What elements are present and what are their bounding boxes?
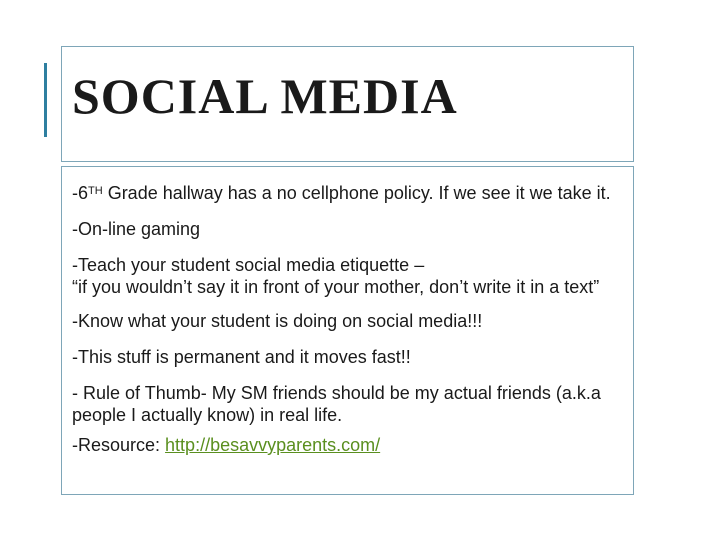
bullet-cellphone-policy-prefix: -6: [72, 183, 89, 203]
bullet-permanent: -This stuff is permanent and it moves fast!!: [72, 347, 411, 367]
resource-link[interactable]: http://besavvyparents.com/: [165, 435, 381, 455]
bullet-etiquette-line1: -Teach your student social media etiquette –: [72, 255, 425, 275]
bullet-cellphone-policy-text: Grade hallway has a no cellphone policy. If we see it we take it.: [102, 183, 611, 203]
bullet-know-activity: -Know what your student is doing on social media!!!: [72, 311, 483, 331]
title-accent-bar: [44, 63, 47, 137]
bullet-resource: [72, 434, 624, 456]
bullet-cellphone-policy: [72, 182, 624, 204]
bullet-etiquette: [72, 254, 624, 298]
title-placeholder: [61, 46, 634, 162]
bullet-etiquette-quote: “if you wouldn’t say it in front of your mother, don’t write it in a text”: [72, 277, 600, 297]
content-placeholder: [61, 166, 634, 495]
resource-label: -Resource:: [72, 435, 166, 455]
bullet-rule-of-thumb: - Rule of Thumb- My SM friends should be my actual friends (a.k.a people I actually know) in real life.: [72, 383, 601, 425]
bullet-list: [72, 182, 624, 466]
ordinal-superscript: TH: [88, 185, 103, 197]
bullet-online-gaming: -On-line gaming: [72, 219, 201, 239]
slide-title: SOCIAL MEDIA: [72, 68, 458, 124]
